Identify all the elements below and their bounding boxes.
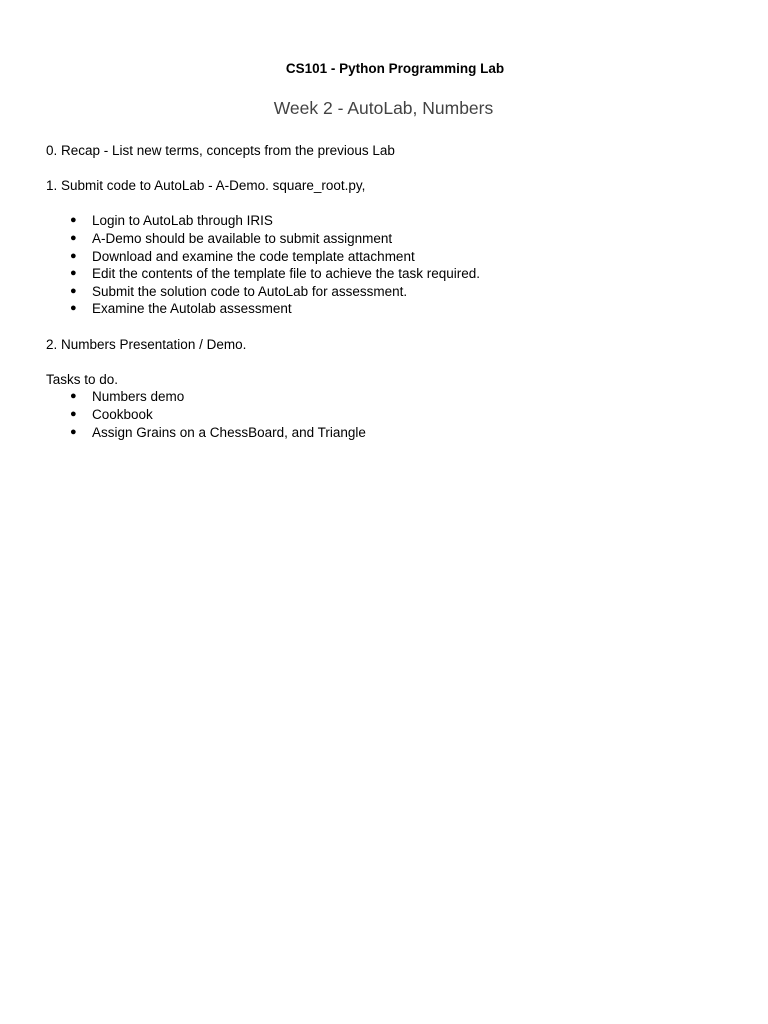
- recap-paragraph: 0. Recap - List new terms, concepts from the previous Lab: [46, 143, 395, 158]
- bullet-icon: ●: [70, 425, 77, 438]
- list-item-text: Login to AutoLab through IRIS: [92, 213, 273, 229]
- submit-heading: 1. Submit code to AutoLab - A-Demo. square_root.py,: [46, 178, 366, 194]
- spacer: [46, 318, 726, 336]
- list-item: [46, 265, 726, 283]
- bullet-icon: ●: [70, 407, 77, 420]
- course-title: CS101 - Python Programming Lab: [285, 61, 505, 76]
- tasks-list: [46, 388, 726, 441]
- list-item: [46, 300, 726, 318]
- list-item-text: Download and examine the code template attachment: [92, 248, 415, 264]
- bullet-icon: ●: [70, 284, 77, 297]
- bullet-icon: ●: [70, 390, 77, 403]
- submit-steps-list: [46, 212, 726, 318]
- spacer: [46, 160, 726, 178]
- week-title: Week 2 - AutoLab, Numbers: [273, 98, 494, 118]
- list-item-text: Cookbook: [92, 406, 153, 422]
- list-item-text: Assign Grains on a ChessBoard, and Triangle: [92, 424, 366, 440]
- list-item: [46, 248, 726, 266]
- list-item: [46, 283, 726, 301]
- spacer: [46, 195, 726, 213]
- list-item-text: Examine the Autolab assessment: [92, 301, 292, 317]
- bullet-icon: ●: [70, 267, 77, 280]
- list-item: [46, 212, 726, 230]
- bullet-icon: ●: [70, 249, 77, 262]
- list-item-text: Submit the solution code to AutoLab for assessment.: [92, 283, 408, 299]
- list-item: [46, 406, 726, 424]
- spacer: [46, 353, 726, 371]
- list-item-text: Numbers demo: [92, 389, 185, 405]
- numbers-heading: 2. Numbers Presentation / Demo.: [46, 336, 247, 352]
- list-item: [46, 388, 726, 406]
- tasks-heading: Tasks to do.: [46, 371, 119, 387]
- list-item-text: Edit the contents of the template file to achieve the task required.: [92, 266, 480, 282]
- bullet-icon: ●: [70, 302, 77, 315]
- document-body: [46, 142, 726, 441]
- bullet-icon: ●: [70, 214, 77, 227]
- list-item: [46, 424, 726, 442]
- list-item-text: A-Demo should be available to submit assignment: [92, 230, 393, 246]
- list-item: [46, 230, 726, 248]
- bullet-icon: ●: [70, 231, 77, 244]
